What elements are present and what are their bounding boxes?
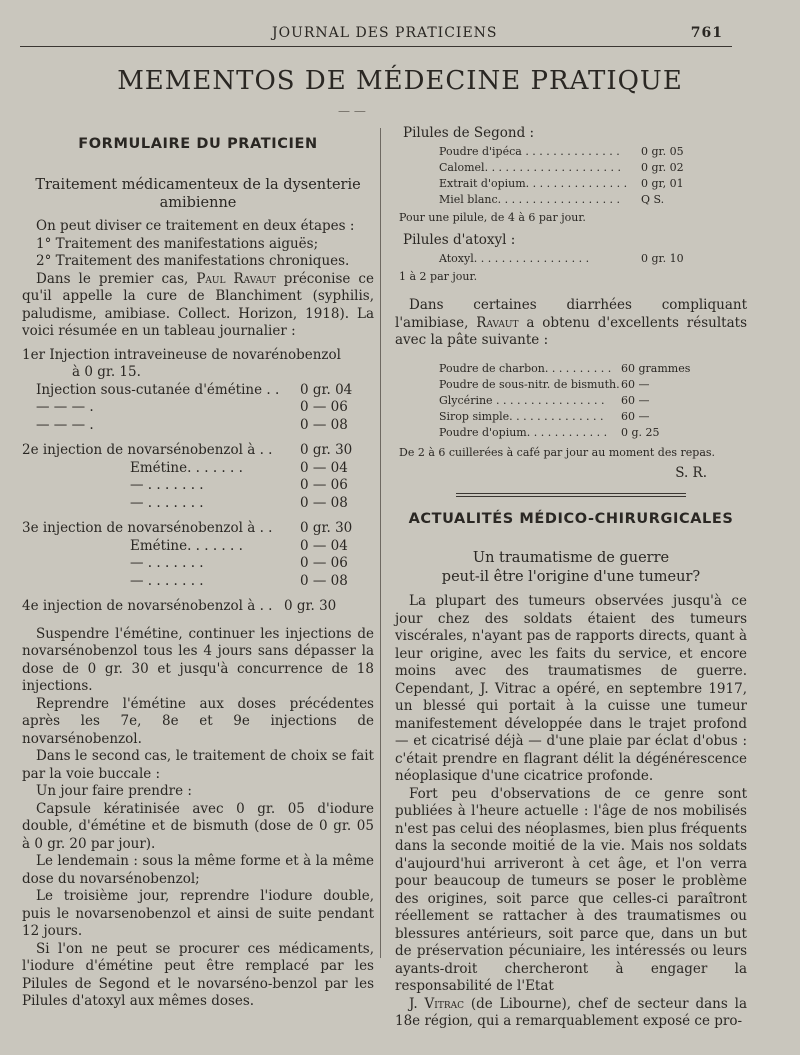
- si-paragraph: Si l'on ne peut se procurer ces médicaments, l'iodure d'émétine peut être remplacé par les Pilules de Segond et le novarséno-benzol par les Pilules d'atoxyl aux mêmes doses.: [22, 940, 374, 1009]
- atoxyl-dose: 0 gr. 10: [641, 251, 684, 265]
- atoxyl-note: 1 à 2 par jour.: [399, 269, 478, 283]
- step-1: 1° Traitement des manifestations aiguës;: [36, 235, 319, 252]
- dose-label: Glycérine . . . . . . . . . . . . . . . .: [439, 393, 605, 407]
- main-title: MEMENTOS DE MÉDECINE PRATIQUE: [117, 66, 683, 96]
- second-case-paragraph: Dans le second cas, le traitement de choix se fait par la voie buccale :: [22, 748, 374, 782]
- dose-label: Emétine. . . . . . .: [130, 459, 243, 476]
- dose-label: Poudre d'ipéca . . . . . . . . . . . . . .: [439, 144, 620, 158]
- dose-row: [395, 378, 747, 394]
- header-rule: [20, 46, 732, 47]
- dose-value: 0 — 08: [300, 416, 348, 433]
- segond-formula: [395, 145, 747, 209]
- dose-row: [22, 460, 374, 478]
- day4-dose: 0 gr. 30: [284, 598, 337, 614]
- dose-label: Calomel. . . . . . . . . . . . . . . . . . . .: [439, 160, 621, 174]
- journal-title: JOURNAL DES PRATICIENS: [272, 25, 498, 41]
- dose-label: — . . . . . . .: [130, 477, 204, 493]
- dose-row: [22, 442, 374, 460]
- day3-dose-table: [22, 520, 374, 590]
- dose-value: 60 grammes: [621, 361, 691, 375]
- day3-block: [22, 520, 374, 590]
- day1-block: [22, 347, 374, 435]
- dose-label: Emétine. . . . . . .: [130, 537, 243, 554]
- dose-label: Poudre de charbon. . . . . . . . . .: [439, 361, 612, 375]
- column-rule: [380, 128, 381, 958]
- diarrhees-text-b: a obtenu d'excellents résultats avec la pâte suivante :: [395, 314, 747, 348]
- dose-row: [395, 394, 747, 410]
- segond-note: Pour une pilule, de 4 à 6 par jour.: [399, 210, 586, 224]
- running-header: [0, 25, 800, 43]
- dose-value: 0 gr. 05: [641, 144, 684, 158]
- dose-label: Sirop simple. . . . . . . . . . . . . .: [439, 409, 604, 423]
- article-title-line1: Un traumatisme de guerre: [472, 550, 670, 566]
- article-title-line2: peut-il être l'origine d'une tumeur?: [441, 569, 701, 585]
- dose-row: [395, 177, 747, 193]
- dose-row: [22, 382, 374, 400]
- dose-value: 0 gr. 30: [300, 520, 353, 536]
- day2-block: [22, 442, 374, 512]
- dose-label: Poudre d'opium. . . . . . . . . . . .: [439, 425, 608, 439]
- dose-label: Injection sous-cutanée d'émétine . .: [36, 381, 280, 398]
- un-jour-paragraph: Un jour faire prendre :: [36, 783, 192, 799]
- paste-formula: [395, 362, 747, 442]
- day4-line: 4e injection de novarsénobenzol à . .: [22, 598, 273, 614]
- title-ornament: — —: [338, 104, 366, 118]
- treatment-title: [22, 176, 374, 212]
- first-case-text-b: préconise ce qu'il appelle la cure de Blanchiment (syphilis, paludisme, amibiase. Collect. Horizon, 1918). La voici résumée en un tableau journalier :: [22, 270, 374, 339]
- dose-value: 60 —: [621, 393, 650, 407]
- dose-row: [22, 495, 374, 513]
- dose-value: 0 — 08: [300, 494, 348, 511]
- dose-row: [395, 426, 747, 442]
- signature: S. R.: [675, 465, 707, 481]
- day1-line2: à 0 gr. 15.: [72, 364, 141, 380]
- dose-value: 0 gr. 04: [300, 381, 353, 398]
- first-case-text-a: Dans le premier cas,: [36, 270, 189, 287]
- actualites-heading: ACTUALITÉS MÉDICO-CHIRURGICALES: [408, 511, 734, 527]
- dose-value: 0 — 08: [300, 572, 348, 589]
- dose-value: 60 —: [621, 409, 650, 423]
- dose-value: 0 gr, 01: [641, 176, 684, 190]
- dose-value: 60 —: [621, 377, 650, 391]
- first-case-paragraph: [22, 271, 374, 341]
- section-divider: [456, 493, 686, 497]
- atoxyl-row: [395, 252, 747, 268]
- dose-row: [395, 410, 747, 426]
- dose-value: 0 — 06: [300, 555, 348, 571]
- dose-label: Miel blanc. . . . . . . . . . . . . . . . . .: [439, 192, 621, 206]
- dose-value: 0 g. 25: [621, 425, 660, 439]
- article-title: [395, 549, 747, 587]
- diarrhees-text-a: Dans certaines diarrhées compliquant l'amibiase,: [395, 297, 747, 331]
- capsule-paragraph: Capsule kératinisée avec 0 gr. 05 d'iodure double, d'émétine et de bismuth (dose de 0 gr. 05 à 0 gr. 20 par jour).: [22, 800, 374, 852]
- dose-row: [22, 399, 374, 417]
- left-column: [22, 130, 374, 1011]
- dose-value: 0 gr. 02: [641, 160, 684, 174]
- dose-label: — . . . . . . .: [130, 494, 204, 511]
- dose-row: [22, 555, 374, 573]
- suspend-paragraph: Suspendre l'émétine, continuer les injections de novarsénobenzol tous les 4 jours sans dépasser la dose de 0 gr. 30 et jusqu'à concurrence de 18 injections.: [22, 625, 374, 694]
- treatment-title-line2: amibienne: [159, 195, 237, 211]
- right-column: [395, 125, 747, 1031]
- day2-line: 2e injection de novarsénobenzol à . .: [22, 442, 273, 458]
- dose-value: 0 gr. 30: [300, 442, 353, 458]
- dose-value: 0 — 06: [300, 477, 348, 493]
- day1-dose-table: [22, 382, 374, 435]
- dose-value: 0 — 04: [300, 459, 348, 476]
- author-ravaut-right: Ravaut: [476, 314, 519, 331]
- paste-note: De 2 à 6 cuillerées à café par jour au moment des repas.: [399, 445, 716, 459]
- intro-text: On peut diviser ce traitement en deux étapes :: [36, 218, 355, 234]
- treatment-title-line1: Traitement médicamenteux de la dysenterie: [35, 177, 361, 193]
- dose-row: [22, 477, 374, 495]
- dose-row: [22, 520, 374, 538]
- page-number: 761: [690, 25, 723, 41]
- formulaire-heading: FORMULAIRE DU PRATICIEN: [78, 136, 318, 152]
- step-2: 2° Traitement des manifestations chroniques.: [36, 253, 350, 269]
- dose-value: Q S.: [641, 192, 665, 206]
- day1-line1: 1er Injection intraveineuse de novarénobenzol: [22, 346, 341, 363]
- author-vitrac: J. Vitrac: [409, 995, 464, 1012]
- dose-label: — . . . . . . .: [130, 555, 204, 571]
- dose-label: Extrait d'opium. . . . . . . . . . . . . . .: [439, 176, 628, 190]
- article-paragraph-1: La plupart des tumeurs observées jusqu'à ce jour chez des soldats étaient des tumeurs viscérales, n'ayant pas de rapports directs, quant à leur origine, avec les faits du service, et encore moins avec des traumatismes de guerre. Cependant, J. Vitrac a opéré, en septembre 1917, un blessé qui portait à la cuisse une tumeur manifestement développée dans le trajet profond — et cicatrisé déjà — d'une plaie par éclat d'obus : c'était prendre en flagrant délit la dégénérescence néoplasique d'une cicatrice profonde.: [395, 593, 747, 784]
- dose-row: [395, 161, 747, 177]
- dose-row: [395, 362, 747, 378]
- article-paragraph-2: Fort peu d'observations de ce genre sont publiées à l'heure actuelle : l'âge de nos mobilisés n'est pas celui des néoplasmes, bien plus fréquents dans la seconde moitié de la vie. Mais nos soldats d'aujourd'hui arriveront à cet âge, et l'on verra pour beaucoup de tumeurs se poser le problème des origines, soit parce que celles-ci paraîtront réellement se rattacher à des traumatismes ou blessures antérieurs, soit parce que, dans un but de préservation pécuniaire, les intéressés ou leurs ayants-droit chercheront à engager la responsabilité de l'Etat: [395, 785, 747, 994]
- author-ravaut: Paul Ravaut: [196, 270, 276, 287]
- dose-row: [395, 193, 747, 209]
- article-paragraph-3-text: (de Libourne), chef de secteur dans la 18e région, qui a remarquablement exposé ce pro-: [395, 995, 747, 1029]
- dose-label: — — — .: [36, 399, 94, 415]
- atoxyl-label: Atoxyl. . . . . . . . . . . . . . . . .: [439, 251, 590, 265]
- lendemain-paragraph: Le lendemain : sous la même forme et à la même dose du novarsénobenzol;: [22, 853, 374, 887]
- diarrhees-paragraph: [395, 297, 747, 350]
- reprendre-paragraph: Reprendre l'émétine aux doses précédentes après les 7e, 8e et 9e injections de novarsénobenzol.: [22, 695, 374, 747]
- dose-value: 0 — 06: [300, 399, 348, 415]
- day3-line: 3e injection de novarsénobenzol à . .: [22, 520, 273, 536]
- day2-dose-table: [22, 442, 374, 512]
- dose-row: [22, 417, 374, 435]
- dose-label: — . . . . . . .: [130, 572, 204, 589]
- dose-row: [22, 538, 374, 556]
- segond-title: Pilules de Segond :: [403, 125, 535, 141]
- dose-row: [395, 145, 747, 161]
- dose-label: Poudre de sous-nitr. de bismuth.: [439, 377, 620, 391]
- dose-label: — — — .: [36, 416, 94, 433]
- dose-value: 0 — 04: [300, 537, 348, 554]
- troisieme-paragraph: Le troisième jour, reprendre l'iodure double, puis le novarsenobenzol et ainsi de suite pendant 12 jours.: [22, 888, 374, 939]
- day4-row: [22, 598, 374, 616]
- atoxyl-title: Pilules d'atoxyl :: [403, 232, 516, 248]
- article-paragraph-3: [395, 996, 747, 1031]
- dose-row: [22, 573, 374, 591]
